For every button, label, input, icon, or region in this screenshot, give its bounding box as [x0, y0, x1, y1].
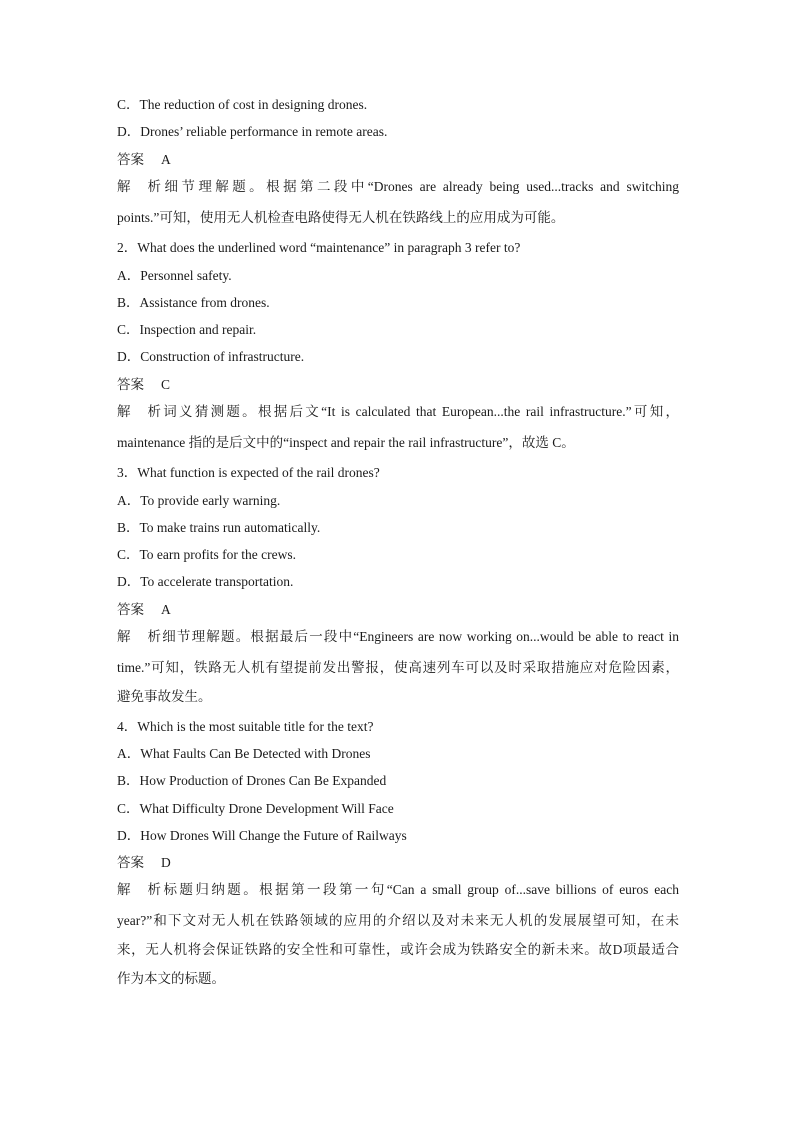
- answer-label: 答案: [117, 855, 144, 870]
- q4-option-b: B．How Production of Drones Can Be Expanded: [117, 773, 387, 788]
- q4-option-d: D．How Drones Will Change the Future of Railways: [117, 828, 407, 843]
- analysis-label: 解析: [117, 629, 161, 644]
- q1-option-c: C．The reduction of cost in designing drones.: [117, 97, 368, 112]
- q4-analysis-line1: [117, 881, 679, 899]
- answer-label: 答案: [117, 152, 144, 167]
- q2-answer-row: [117, 376, 679, 394]
- q1-analysis-line2: points.”可知，使用无人机检查电路使得无人机在铁路线上的应用成为可能。: [117, 210, 565, 225]
- q4-answer-row: [117, 854, 679, 872]
- analysis-label: 解析: [117, 882, 161, 897]
- answer-label: 答案: [117, 377, 144, 392]
- q3-option-d: D．To accelerate transportation.: [117, 574, 294, 589]
- q2-option-d: D．Construction of infrastructure.: [117, 349, 305, 364]
- q1-answer-row: [117, 151, 679, 169]
- q4-question: 4．Which is the most suitable title for the text?: [117, 719, 374, 734]
- q3-analysis-line3: 避免事故发生。: [117, 689, 212, 704]
- q4-answer: D: [161, 855, 171, 870]
- q3-answer-row: [117, 601, 679, 619]
- q3-answer: A: [161, 602, 171, 617]
- analysis-label: 解析: [117, 404, 161, 419]
- q1-analysis-text1: 细节理解题。根据第二段中“Drones are already being used...tracks and switching: [161, 179, 679, 194]
- q4-analysis-text1: 标题归纳题。根据第一段第一句“Can a small group of...save billions of euros each: [161, 882, 679, 897]
- q3-option-b: B．To make trains run automatically.: [117, 520, 321, 535]
- analysis-label: 解析: [117, 179, 161, 194]
- q3-analysis-line2: time.”可知，铁路无人机有望提前发出警报，使高速列车可以及时采取措施应对危险因素，: [117, 660, 679, 675]
- q2-option-b: B．Assistance from drones.: [117, 295, 270, 310]
- q3-option-c: C．To earn profits for the crews.: [117, 547, 297, 562]
- q1-answer: A: [161, 152, 171, 167]
- q2-answer: C: [161, 377, 171, 392]
- q2-option-c: C．Inspection and repair.: [117, 322, 257, 337]
- q2-question: 2．What does the underlined word “maintenance” in paragraph 3 refer to?: [117, 240, 521, 255]
- answer-label: 答案: [117, 602, 144, 617]
- q2-analysis-line1: [117, 403, 679, 421]
- q2-analysis-line2: maintenance 指的是后文中的“inspect and repair the rail infrastructure”，故选 C。: [117, 435, 575, 450]
- q3-analysis-line1: [117, 628, 679, 646]
- q3-question: 3．What function is expected of the rail drones?: [117, 465, 380, 480]
- q4-option-c: C．What Difficulty Drone Development Will Face: [117, 801, 394, 816]
- q4-analysis-line2: year?”和下文对无人机在铁路领域的应用的介绍以及对未来无人机的发展展望可知，在未: [117, 913, 679, 928]
- q4-analysis-line3: 来，无人机将会保证铁路的安全性和可靠性，或许会成为铁路安全的新未来。故D项最适合: [117, 942, 679, 957]
- q4-analysis-line4: 作为本文的标题。: [117, 971, 225, 986]
- q2-analysis-text1: 词义猜测题。根据后文“It is calculated that European...the rail infrastructure.”可知，: [161, 404, 679, 419]
- q1-option-d: D．Drones’ reliable performance in remote areas.: [117, 124, 388, 139]
- q1-analysis-line1: [117, 178, 679, 196]
- q3-option-a: A．To provide early warning.: [117, 493, 281, 508]
- q4-option-a: A．What Faults Can Be Detected with Drones: [117, 746, 371, 761]
- q2-option-a: A．Personnel safety.: [117, 268, 232, 283]
- q3-analysis-text1: 细节理解题。根据最后一段中“Engineers are now working on...would be able to react in: [161, 629, 679, 644]
